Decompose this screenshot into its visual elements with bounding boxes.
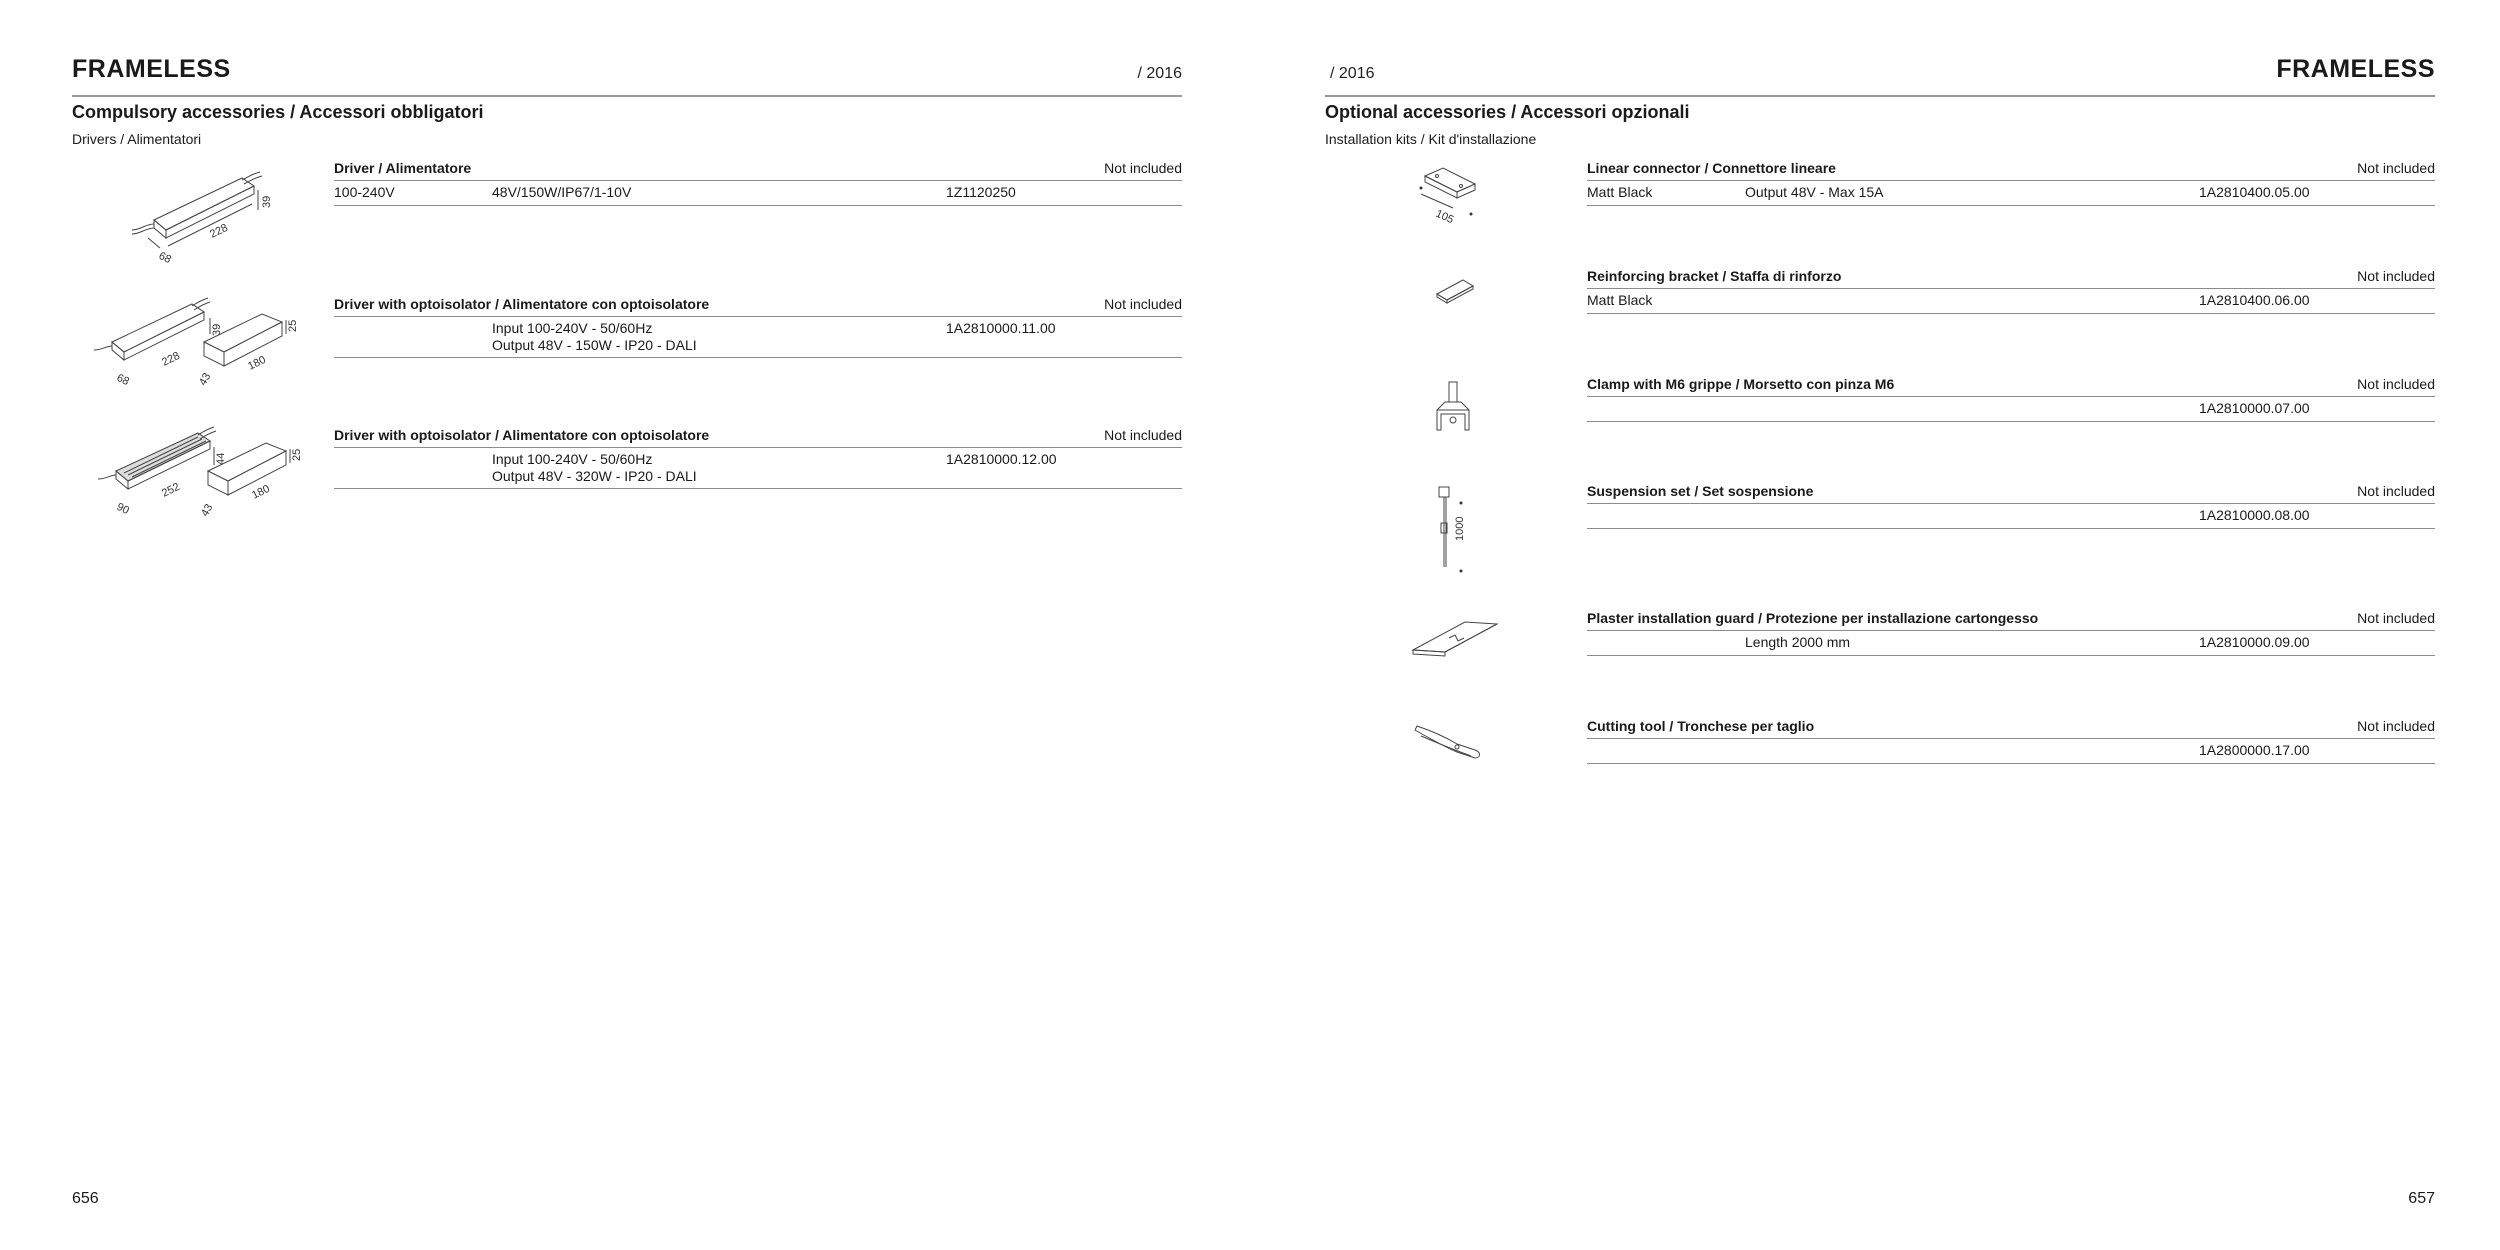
included-status: Not included bbox=[2357, 610, 2435, 626]
code-cell: 1A2810000.09.00 bbox=[2199, 634, 2310, 650]
reinforcing-bracket-drawing bbox=[1325, 266, 1585, 376]
table-header bbox=[334, 294, 1182, 317]
accessory-table bbox=[1587, 716, 2435, 764]
code-cell: 1Z1120250 bbox=[946, 184, 1016, 200]
table-row bbox=[334, 448, 1182, 489]
accessory-table bbox=[1587, 374, 2435, 422]
item-title: Plaster installation guard / Protezione per installazione cartongesso bbox=[1587, 610, 2039, 626]
driver-optoisolator-drawing bbox=[72, 425, 332, 535]
included-status: Not included bbox=[2357, 483, 2435, 499]
accessory-table bbox=[1587, 481, 2435, 529]
right-page bbox=[1325, 0, 2435, 1250]
page-number: 657 bbox=[2408, 1190, 2435, 1207]
linear-connector-icon bbox=[1325, 158, 1585, 228]
dim-label: 90 bbox=[114, 500, 131, 518]
table-header bbox=[1587, 374, 2435, 397]
driver-optoisolator-icon bbox=[72, 425, 332, 535]
clamp-icon bbox=[1325, 374, 1585, 444]
dim-label: 228 bbox=[160, 349, 182, 369]
accessory-table bbox=[1587, 608, 2435, 656]
spec-line: 48V/150W/IP67/1-10V bbox=[492, 184, 632, 200]
table-row bbox=[1587, 739, 2435, 764]
item-title: Driver with optoisolator / Alimentatore con optoisolatore bbox=[334, 296, 710, 312]
table-row bbox=[1587, 181, 2435, 206]
cutting-tool-drawing bbox=[1325, 716, 1585, 826]
code-cell: 1A2810400.05.00 bbox=[2199, 184, 2310, 200]
driver-drawing bbox=[72, 158, 332, 268]
dim-label: 43 bbox=[196, 371, 214, 388]
cutting-tool-icon bbox=[1325, 716, 1585, 776]
code-cell: 1A2800000.17.00 bbox=[2199, 742, 2310, 758]
table-header bbox=[334, 425, 1182, 448]
linear-connector-drawing bbox=[1325, 158, 1585, 268]
table-row bbox=[1587, 289, 2435, 314]
dim-label: 43 bbox=[198, 502, 216, 519]
spec-line: Input 100-240V - 50/60Hz bbox=[492, 320, 653, 336]
table-header bbox=[1587, 481, 2435, 504]
accessory-table bbox=[334, 294, 1182, 358]
brand-title: FRAMELESS bbox=[2276, 55, 2435, 83]
item-title: Suspension set / Set sospensione bbox=[1587, 483, 1814, 499]
dim-label: 228 bbox=[208, 221, 230, 241]
table-header bbox=[1587, 716, 2435, 739]
table-row bbox=[1587, 504, 2435, 529]
accessory-table bbox=[1587, 266, 2435, 314]
year-label: / 2016 bbox=[1330, 65, 1375, 82]
included-status: Not included bbox=[2357, 160, 2435, 176]
left-header bbox=[72, 55, 1182, 97]
included-status: Not included bbox=[2357, 268, 2435, 284]
code-cell: 1A2810400.06.00 bbox=[2199, 292, 2310, 308]
table-header bbox=[1587, 608, 2435, 631]
accessory-table bbox=[1587, 158, 2435, 206]
spec-line: Output 48V - 150W - IP20 - DALI bbox=[492, 337, 697, 353]
item-title: Driver / Alimentatore bbox=[334, 160, 472, 176]
included-status: Not included bbox=[1104, 160, 1182, 176]
right-header bbox=[1325, 55, 2435, 97]
dim-label: 44 bbox=[215, 452, 227, 465]
accessory-table bbox=[334, 425, 1182, 489]
included-status: Not included bbox=[1104, 296, 1182, 312]
dim-label: 68 bbox=[156, 249, 173, 267]
driver-optoisolator-icon bbox=[72, 294, 332, 404]
spec-cell: Output 48V - Max 15A bbox=[1745, 184, 1884, 200]
section-subtitle: Drivers / Alimentatori bbox=[72, 131, 202, 147]
table-row bbox=[334, 181, 1182, 206]
table-header bbox=[1587, 266, 2435, 289]
dim-label: 180 bbox=[250, 482, 272, 502]
code-cell: 1A2810000.07.00 bbox=[2199, 400, 2310, 416]
suspension-set-drawing bbox=[1325, 481, 1585, 591]
dim-label: 180 bbox=[246, 353, 268, 373]
dim-label: 68 bbox=[114, 371, 131, 389]
table-header bbox=[1587, 158, 2435, 181]
suspension-set-icon bbox=[1325, 481, 1585, 581]
dim-label: 105 bbox=[1433, 207, 1456, 227]
spec-cell bbox=[492, 451, 697, 485]
clamp-drawing bbox=[1325, 374, 1585, 484]
item-title: Driver with optoisolator / Alimentatore con optoisolatore bbox=[334, 427, 710, 443]
page-number: 656 bbox=[72, 1190, 99, 1207]
dim-label: 39 bbox=[211, 323, 223, 336]
dim-label: 252 bbox=[160, 480, 182, 500]
section-subtitle: Installation kits / Kit d'installazione bbox=[1325, 131, 1537, 147]
spec-line: Output 48V - 320W - IP20 - DALI bbox=[492, 468, 697, 484]
plaster-guard-drawing bbox=[1325, 608, 1585, 718]
dim-label: 39 bbox=[261, 195, 273, 208]
section-title: Compulsory accessories / Accessori obbligatori bbox=[72, 102, 484, 122]
table-row bbox=[1587, 631, 2435, 656]
table-header bbox=[334, 158, 1182, 181]
table-row bbox=[1587, 397, 2435, 422]
finish-cell: Matt Black bbox=[1587, 184, 1653, 200]
plaster-guard-icon bbox=[1325, 608, 1585, 668]
voltage-cell: 100-240V bbox=[334, 184, 395, 200]
item-title: Cutting tool / Tronchese per taglio bbox=[1587, 718, 1815, 734]
code-cell: 1A2810000.12.00 bbox=[946, 451, 1057, 467]
dim-label: 25 bbox=[287, 319, 299, 332]
driver-optoisolator-drawing bbox=[72, 294, 332, 404]
spec-cell bbox=[492, 320, 697, 354]
item-title: Linear connector / Connettore lineare bbox=[1587, 160, 1836, 176]
dim-label: 25 bbox=[291, 448, 303, 461]
code-cell: 1A2810000.08.00 bbox=[2199, 507, 2310, 523]
included-status: Not included bbox=[2357, 718, 2435, 734]
left-page bbox=[72, 0, 1182, 1250]
reinforcing-bracket-icon bbox=[1325, 266, 1585, 326]
dim-label: 1000 bbox=[1454, 516, 1466, 541]
included-status: Not included bbox=[1104, 427, 1182, 443]
item-title: Clamp with M6 grippe / Morsetto con pinza M6 bbox=[1587, 376, 1895, 392]
table-row bbox=[334, 317, 1182, 358]
driver-icon bbox=[72, 158, 332, 268]
spec-cell: Length 2000 mm bbox=[1745, 634, 1851, 650]
brand-title: FRAMELESS bbox=[72, 55, 231, 83]
spec-cell bbox=[492, 184, 631, 201]
accessory-table bbox=[334, 158, 1182, 206]
finish-cell: Matt Black bbox=[1587, 292, 1653, 308]
section-title: Optional accessories / Accessori opzionali bbox=[1325, 102, 1690, 122]
year-label: / 2016 bbox=[1137, 65, 1182, 82]
included-status: Not included bbox=[2357, 376, 2435, 392]
code-cell: 1A2810000.11.00 bbox=[946, 320, 1056, 336]
item-title: Reinforcing bracket / Staffa di rinforzo bbox=[1587, 268, 1842, 284]
spec-line: Input 100-240V - 50/60Hz bbox=[492, 451, 653, 467]
